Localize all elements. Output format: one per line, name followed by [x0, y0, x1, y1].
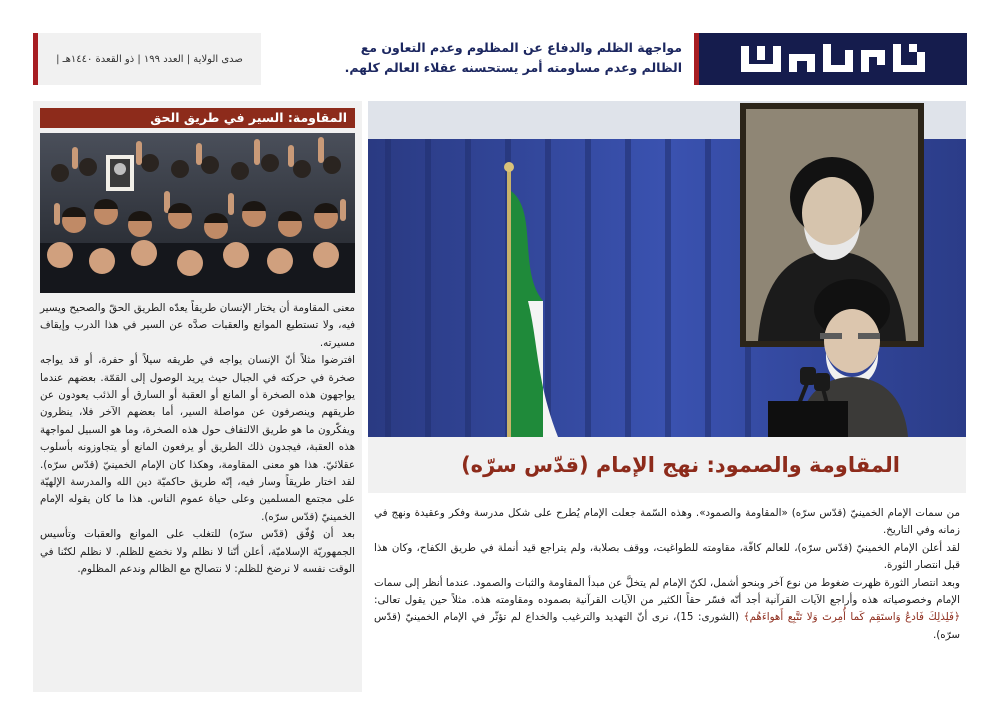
sidebar-paragraph: معنى المقاومة أن يختار الإنسان طريقاً يعدّه الطريق الحقّ والصحيح ويسير فيه، ولا تستطيع الموانع والعقبات صدَّه عن السير في هذا الدرب وإيقاف مسيرته.	[40, 302, 355, 349]
main-paragraph-3	[374, 575, 960, 645]
main-paragraph-2: لقد أعلن الإمام الخمينيّ (قدّس سرّه)، للعالم كافّة، مقاومته للطواغيت، ووقف بصلابة، ولم يتراجع قيد أنملة في طريق الكفاح، وكان هذا قبل انتصار الثورة.	[374, 541, 960, 572]
issue-info-box	[33, 33, 261, 85]
tagline-line-2: الظالم وعدم مساومته أمر يستحسنه عقلاء العالم كلهم.	[344, 60, 682, 75]
main-paragraph-3-text: وبعد انتصار الثورة ظهرت ضغوط من نوع آخر وبنحو أشمل، لكنّ الإمام لم يتخلَّ عن مبدأ المقاومة والثبات والصمود. عندما أنظر إلى سمات الإمام وخصوصياته هذه وأراجع الآيات القرآنية أجد أنّه فسّر حقاً الكثير من الآيات القرآنية بصموده ومقاومته هذه. مثلاً حين يقول تعالى:	[374, 576, 960, 607]
tagline-line-1: مواجهة الظلم والدفاع عن المظلوم وعدم التعاون مع	[360, 40, 682, 55]
main-title-band	[368, 437, 966, 493]
page-header	[33, 33, 967, 85]
main-paragraph-1: من سمات الإمام الخمينيّ (قدّس سرّه) «المقاومة والصمود». وهذه السّمة جعلت الإمام يُطرح على شكل مدرسة وفكر وعقيدة ونهج في زمانه وفي التاريخ.	[374, 507, 960, 537]
leader-speech-photo-icon	[368, 101, 966, 437]
sidebar-paragraph: افترضوا مثلاً أنّ الإنسان يواجه في طريقه سيلاً أو حفرة، أو قد يواجه صخرة في حركته في الجبال حيث يريد الوصول إلى القمّة. بعضهم عندما يواجهون هذه الصخرة أو المانع أو العقبة أو السارق أو الذئب يعودون عن طريقهم وينصرفون عن مواصلة السير، أما بعضهم الآخر فلا، ينظرون ويفكّرون ما هو طريق الالتفاف حول هذه الصخرة، وما هو السبيل لمواجهة هذه العقبة، فيجدون ذلك الطريق أو يرفعون المانع أو يتجاوزونه بأسلوب عقلائيّ. هذا هو معنى المقاومة، وهكذا كان الإمام الخمينيّ (قدّس سرّه). لقد اختار طريقاً وسار فيه، إنّه طريق حاكميّة دين الله والمدرسة الإلهيّة على مجتمع المسلمين وعلى حياة عموم الناس. هذا ما كان يقوله الإمام الخمينيّ (قدّس سرّه).	[40, 354, 355, 523]
main-paragraph-3-ending: (الشورى: 15)، نرى أنّ التهديد والترغيب والخداع لم تؤثّر في الإمام الخمينيّ (قدّس سرّه).	[374, 611, 960, 641]
crowd-photo-icon	[40, 133, 355, 293]
main-article-body	[374, 505, 960, 644]
sidebar-title: المقاومة: السير في طريق الحق	[40, 108, 355, 128]
sidebar-body	[40, 300, 355, 579]
main-article-title: المقاومة والصمود: نهج الإمام (قدّس سرّه)	[461, 453, 900, 477]
sidebar-article	[33, 101, 362, 692]
masthead-logo	[699, 33, 967, 85]
sidebar-paragraph: بعد أن وُفّق (قدّس سرّه) للتغلب على الموانع والعقبات وتأسيس الجمهوريّة الإسلاميّة، أعلن أنّنا لا نظلم ولا نخضع للظلم. لا نظلم لكنّنا في الوقت نفسه لا نرضخ للظلم: لا نتصالح مع الظالم وندعم المظلوم.	[40, 528, 355, 576]
quran-quote: ﴿فَلِذلِكَ فَادعُ وَاستَقِم كَما أُمِرتَ وَلا تَتَّبِع أَهواءَهُم﴾	[743, 611, 960, 624]
logo-wordmark-icon	[733, 40, 933, 78]
tagline-box	[267, 33, 699, 85]
issue-line: صدى الولاية | العدد ١٩٩ | ذو القعدة ١٤٤٠هـ |	[56, 53, 243, 65]
